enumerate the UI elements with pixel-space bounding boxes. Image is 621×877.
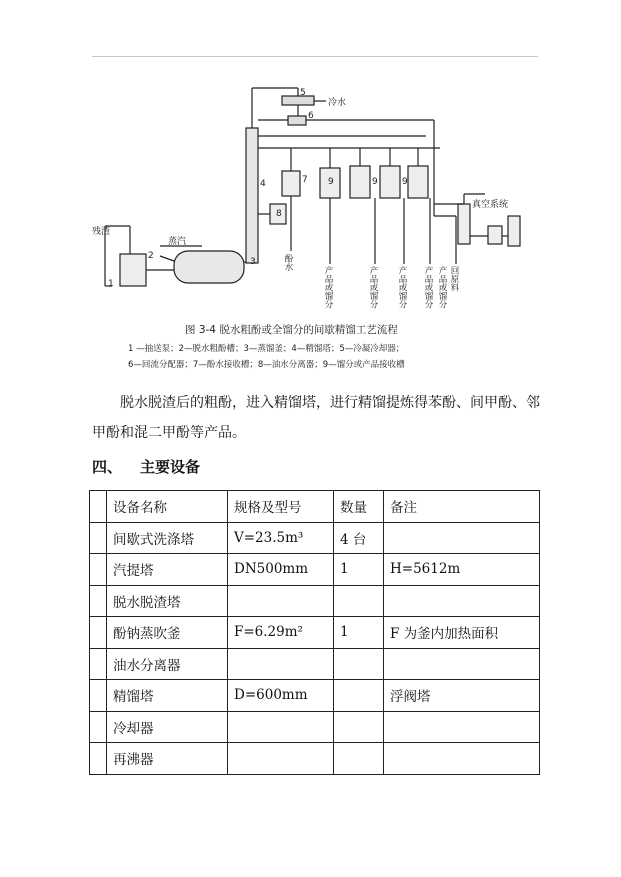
label-n9: 9 [372,177,378,187]
table-row [90,711,540,743]
table-cell: V=23.5m³ [228,522,334,554]
label-product-or-fraction: 产品或馏分 [397,266,407,309]
header-cell: 设备名称 [107,491,228,523]
header-cell: 数量 [334,491,384,523]
table-row [90,648,540,680]
table-cell: 浮阀塔 [384,680,540,712]
table-cell: D=600mm [228,680,334,712]
table-cell [384,522,540,554]
table-cell [228,648,334,680]
table-cell [334,711,384,743]
label-phenol-water: 酚水 [283,254,293,271]
table-cell [384,711,540,743]
label-return-raw: 回原料 [449,266,459,292]
table-cell [334,585,384,617]
table-cell: 1 [334,617,384,649]
equipment-table [89,490,540,775]
label-steam: 蒸汽 [168,237,187,247]
table-cell: DN500mm [228,554,334,586]
label-n4: 4 [260,179,266,189]
table-cell [384,743,540,775]
label-product-or-fraction: 产品或馏分 [423,266,433,309]
label-n9: 9 [402,177,408,187]
fraction-receiver [380,166,400,198]
table-cell: H=5612m [384,554,540,586]
condenser-cooler [282,96,314,105]
table-row [90,743,540,775]
rectification-column [246,128,258,263]
table-cell: 4 台 [334,522,384,554]
vacuum-vessel [508,216,520,246]
section-heading [92,456,200,477]
label-n7: 7 [302,175,308,185]
page-header-rule [92,56,538,57]
label-n6: 6 [308,111,314,121]
label-n1: 1 [108,279,114,289]
vacuum-pump [488,226,502,244]
table-cell [228,743,334,775]
table-cell: 油水分离器 [107,648,228,680]
table-row [90,522,540,554]
figure-legend-line: 1 —抽送泵；2—脱水粗酚槽；3—蒸馏釜；4—精馏塔；5—冷凝冷却器； [128,344,405,354]
table-cell: 1 [334,554,384,586]
label-product-or-fraction: 产品或馏分 [323,266,333,309]
table-cell: 再沸器 [107,743,228,775]
header-cell: 备注 [384,491,540,523]
table-cell: 精馏塔 [107,680,228,712]
table-cell: 间歇式洗涤塔 [107,522,228,554]
label-cold-water: 冷水 [328,98,347,108]
crude-phenol-tank [120,254,146,286]
table-row [90,554,540,586]
table-cell: F=6.29m² [228,617,334,649]
label-n2: 2 [148,251,154,261]
table-cell [334,648,384,680]
table-cell: 汽提塔 [107,554,228,586]
label-n3: 3 [250,257,256,267]
table-cell [384,648,540,680]
table-cell: 酚钠蒸吹釜 [107,617,228,649]
label-vacuum: 真空系统 [472,200,509,210]
phenol-water-receiver [282,171,300,196]
flow-diagram [90,86,540,321]
fraction-receiver [350,166,370,198]
header-cell: 规格及型号 [228,491,334,523]
table-cell [228,711,334,743]
fraction-receiver [408,166,428,198]
label-product-or-fraction: 产品或馏分 [368,266,378,309]
label-product-or-fraction: 产品或馏分 [437,266,447,309]
table-cell: 脱水脱渣塔 [107,585,228,617]
table-header-row [90,491,540,523]
table-row [90,585,540,617]
body-paragraph: 脱水脱渣后的粗酚，进入精馏塔，进行精馏提炼得苯酚、间甲酚、邻甲酚和混二甲酚等产品。 [92,395,540,441]
vacuum-tank [458,204,470,244]
figure-legend-line: 6—回流分配器；7—酚水接收槽；8—油水分离器；9—馏分或产品接收槽 [128,360,405,370]
table-cell [384,585,540,617]
section-title: 主要设备 [140,458,201,476]
table-row [90,617,540,649]
section-number: 四、 [92,458,123,476]
table-cell: 冷却器 [107,711,228,743]
figure-caption: 图 3-4 脱水粗酚或全馏分的间歇精馏工艺流程 [185,324,398,336]
table-cell [228,585,334,617]
distillation-still [174,251,244,283]
table-cell: F 为釜内加热面积 [384,617,540,649]
label-n8: 8 [276,209,282,219]
table-cell [334,743,384,775]
label-residue: 残渣 [92,227,111,237]
reflux-distributor [288,116,306,125]
table-cell [334,680,384,712]
table-row [90,680,540,712]
label-n9: 9 [328,177,334,187]
label-n5: 5 [300,88,306,98]
